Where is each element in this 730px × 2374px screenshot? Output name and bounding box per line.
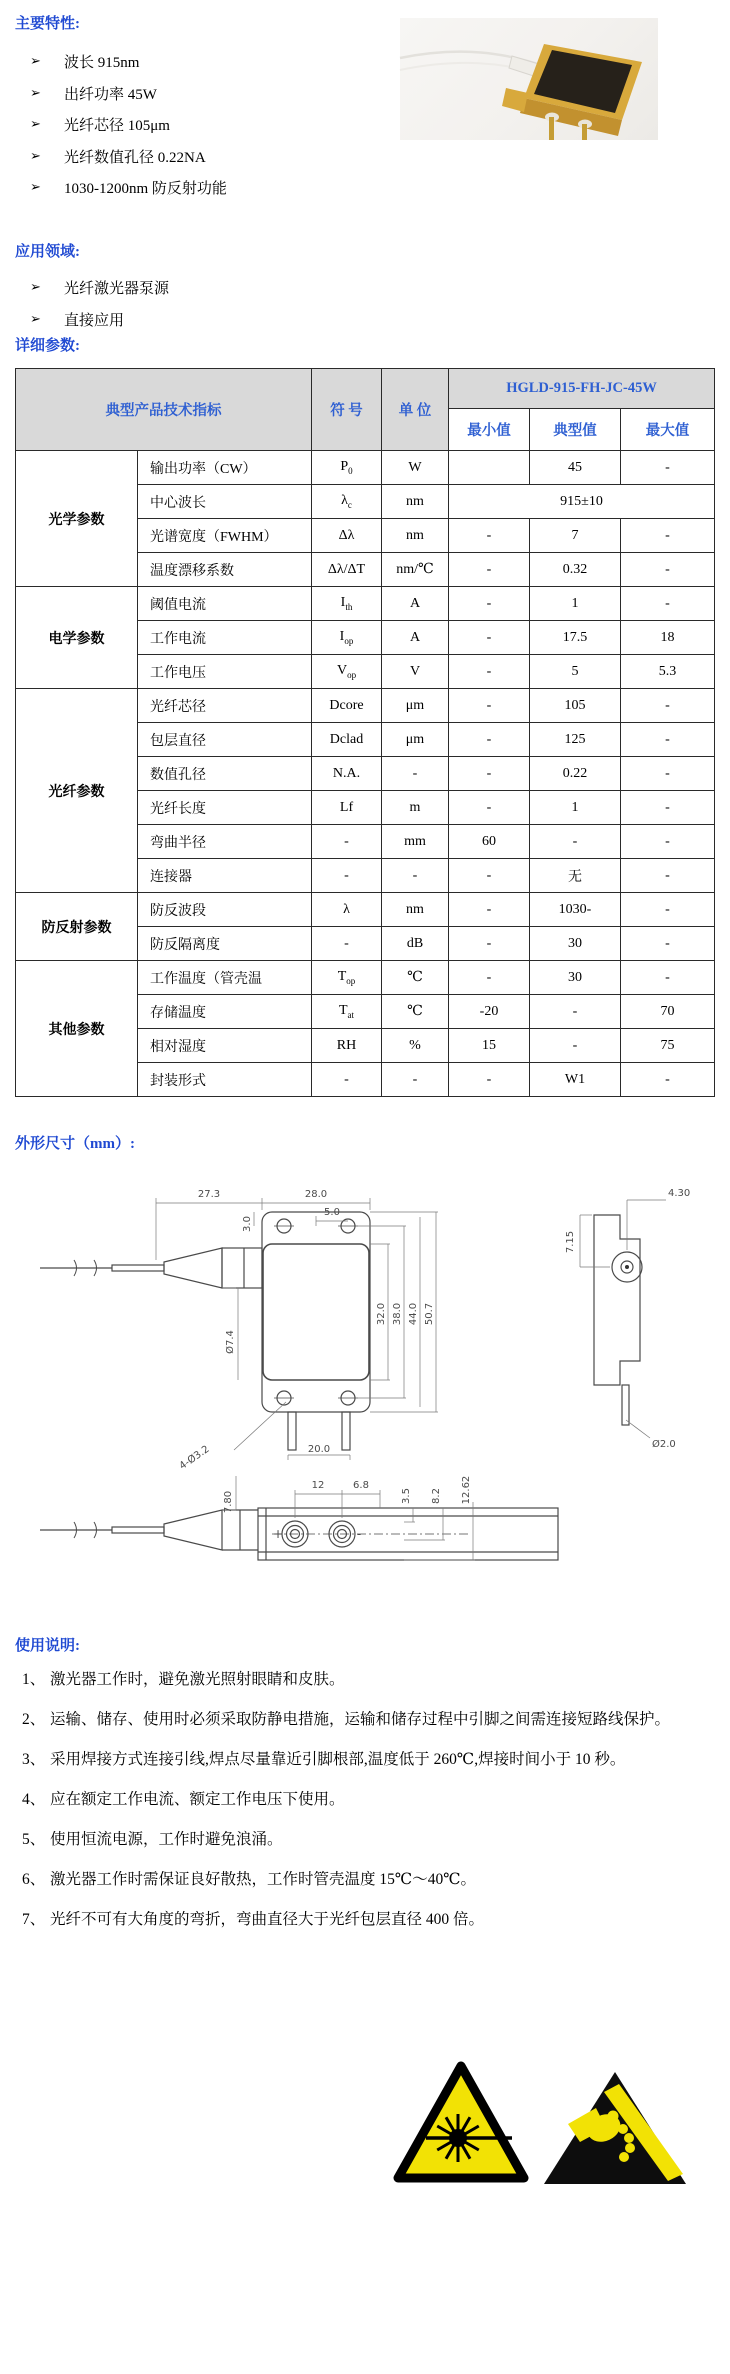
list-item xyxy=(30,304,169,336)
table-row xyxy=(16,893,715,927)
col-header-indicator: 典型产品技术指标 xyxy=(16,369,312,451)
table-cell: λ xyxy=(312,893,382,927)
list-item xyxy=(30,172,227,204)
table-cell: 温度漂移系数 xyxy=(138,553,312,587)
table-cell: - xyxy=(621,451,715,485)
usage-list xyxy=(22,1660,716,1940)
dimension-label: 7.15 xyxy=(565,1230,576,1254)
laser-module-image xyxy=(400,18,658,140)
table-cell: - xyxy=(449,587,530,621)
usage-item xyxy=(22,1660,716,1700)
dimension-label: 50.7 xyxy=(424,1302,435,1326)
table-cell: - xyxy=(530,1029,621,1063)
table-cell: $T_{op}$ xyxy=(312,961,382,995)
usage-item xyxy=(22,1740,716,1780)
esd-warning-icon xyxy=(542,2070,688,2188)
table-cell: - xyxy=(449,553,530,587)
dimensions-title: 外形尺寸（mm）: xyxy=(15,1136,135,1152)
table-cell: 连接器 xyxy=(138,859,312,893)
table-cell: - xyxy=(621,689,715,723)
table-cell: - xyxy=(621,825,715,859)
table-cell: 中心波长 xyxy=(138,485,312,519)
table-cell: - xyxy=(382,1063,449,1097)
table-cell: - xyxy=(621,859,715,893)
polarity-plus-label: + xyxy=(272,1527,284,1541)
table-cell xyxy=(449,451,530,485)
table-cell: 30 xyxy=(530,927,621,961)
table-cell: Dclad xyxy=(312,723,382,757)
table-cell: 数值孔径 xyxy=(138,757,312,791)
table-cell: - xyxy=(449,859,530,893)
param-group-cell: 电学参数 xyxy=(16,587,138,689)
table-cell: 30 xyxy=(530,961,621,995)
table-cell: nm xyxy=(382,485,449,519)
list-item xyxy=(30,141,227,173)
dimension-label: 38.0 xyxy=(392,1302,403,1326)
parameters-table xyxy=(15,368,715,1097)
table-cell: 工作电压 xyxy=(138,655,312,689)
product-photo xyxy=(400,18,658,140)
table-cell: - xyxy=(449,893,530,927)
dimension-label: 4-Ø3.2 xyxy=(177,1443,212,1473)
arrow-bullet-icon: ➢ xyxy=(30,117,41,133)
table-cell: mm xyxy=(382,825,449,859)
table-cell: 工作电流 xyxy=(138,621,312,655)
table-cell: - xyxy=(621,587,715,621)
params-table-body xyxy=(16,451,715,1097)
table-cell: - xyxy=(382,757,449,791)
polarity-minus-label: - xyxy=(356,1527,362,1541)
feature-text: 光纤芯径 105μm xyxy=(64,118,170,135)
table-cell: 防反隔离度 xyxy=(138,927,312,961)
table-cell: - xyxy=(312,825,382,859)
usage-item xyxy=(22,1780,716,1820)
table-cell: - xyxy=(621,961,715,995)
applications-title: 应用领域: xyxy=(15,244,80,260)
item-number: 3、 xyxy=(22,1751,46,1768)
table-cell: 无 xyxy=(530,859,621,893)
dimension-label: 20.0 xyxy=(307,1444,331,1455)
table-cell: 5.3 xyxy=(621,655,715,689)
outline-drawing-front-view xyxy=(0,1456,730,1636)
item-text: 采用焊接方式连接引线,焊点尽量靠近引脚根部,温度低于 260℃,焊接时间小于 10 秒。 xyxy=(50,1751,626,1768)
dimension-label: 3.5 xyxy=(401,1488,412,1504)
table-cell: 45 xyxy=(530,451,621,485)
table-cell: 17.5 xyxy=(530,621,621,655)
table-cell: 输出功率（CW） xyxy=(138,451,312,485)
param-group-cell: 光学参数 xyxy=(16,451,138,587)
table-cell: 工作温度（管壳温 xyxy=(138,961,312,995)
item-number: 7、 xyxy=(22,1911,46,1928)
item-number: 5、 xyxy=(22,1831,46,1848)
table-row xyxy=(16,587,715,621)
table-cell: - xyxy=(530,825,621,859)
table-cell: W xyxy=(382,451,449,485)
side-view xyxy=(594,1215,642,1425)
table-cell: $T_{at}$ xyxy=(312,995,382,1029)
table-cell: - xyxy=(621,723,715,757)
table-cell: dB xyxy=(382,927,449,961)
table-cell: - xyxy=(449,927,530,961)
table-cell: nm/℃ xyxy=(382,553,449,587)
table-cell: Δλ/ΔT xyxy=(312,553,382,587)
table-cell: - xyxy=(449,621,530,655)
item-number: 4、 xyxy=(22,1791,46,1808)
table-cell: $I_{th}$ xyxy=(312,587,382,621)
table-cell: - xyxy=(449,655,530,689)
usage-title: 使用说明: xyxy=(15,1638,80,1654)
param-group-cell: 其他参数 xyxy=(16,961,138,1097)
table-cell: $I_{op}$ xyxy=(312,621,382,655)
table-cell: - xyxy=(621,553,715,587)
table-cell: - xyxy=(449,689,530,723)
col-header-min: 最小值 xyxy=(449,409,530,451)
arrow-bullet-icon: ➢ xyxy=(30,54,41,70)
item-text: 使用恒流电源，工作时避免浪涌。 xyxy=(50,1831,283,1848)
dimension-label: Ø7.4 xyxy=(225,1330,236,1354)
table-cell: nm xyxy=(382,519,449,553)
dimension-label: 5.0 xyxy=(324,1207,340,1218)
table-cell: nm xyxy=(382,893,449,927)
col-header-typ: 典型值 xyxy=(530,409,621,451)
usage-item xyxy=(22,1900,716,1940)
table-cell: 光谱宽度（FWHM） xyxy=(138,519,312,553)
list-item xyxy=(30,46,227,78)
table-cell: 1 xyxy=(530,791,621,825)
table-cell: μm xyxy=(382,723,449,757)
table-cell: - xyxy=(621,519,715,553)
table-cell: ℃ xyxy=(382,961,449,995)
table-cell: 封装形式 xyxy=(138,1063,312,1097)
table-cell: - xyxy=(449,791,530,825)
anode-pin xyxy=(549,117,554,140)
col-header-max: 最大值 xyxy=(621,409,715,451)
outline-drawing-top-view xyxy=(0,1164,730,1473)
params-title: 详细参数: xyxy=(15,338,80,354)
dimension-label: 32.0 xyxy=(376,1302,387,1326)
item-number: 2、 xyxy=(22,1711,46,1728)
dimension-label: 8.2 xyxy=(431,1488,442,1504)
table-cell: 相对湿度 xyxy=(138,1029,312,1063)
table-cell: 弯曲半径 xyxy=(138,825,312,859)
feature-text: 波长 915nm xyxy=(64,55,140,72)
table-cell: - xyxy=(621,927,715,961)
feature-text: 光纤数值孔径 0.22NA xyxy=(64,149,206,166)
table-cell: 光纤芯径 xyxy=(138,689,312,723)
dimension-label: 28.0 xyxy=(304,1189,328,1200)
arrow-bullet-icon: ➢ xyxy=(30,311,41,327)
table-cell: N.A. xyxy=(312,757,382,791)
table-cell: 125 xyxy=(530,723,621,757)
table-cell: 15 xyxy=(449,1029,530,1063)
table-cell: - xyxy=(621,893,715,927)
table-cell: A xyxy=(382,587,449,621)
table-cell: Δλ xyxy=(312,519,382,553)
cathode-pin xyxy=(582,124,587,140)
table-cell: - xyxy=(449,723,530,757)
table-cell: A xyxy=(382,621,449,655)
parameters-table-wrap xyxy=(15,368,715,1097)
table-cell: Lf xyxy=(312,791,382,825)
dimension-label: 6.8 xyxy=(353,1480,369,1491)
table-cell: $\lambda_c$ xyxy=(312,485,382,519)
arrow-bullet-icon: ➢ xyxy=(30,148,41,164)
col-header-unit: 单 位 xyxy=(382,369,449,451)
table-cell: 1 xyxy=(530,587,621,621)
table-cell: m xyxy=(382,791,449,825)
table-cell: 0.32 xyxy=(530,553,621,587)
item-text: 激光器工作时，避免激光照射眼睛和皮肤。 xyxy=(50,1671,345,1688)
table-cell: V xyxy=(382,655,449,689)
item-text: 光纤不可有大角度的弯折，弯曲直径大于光纤包层直径 400 倍。 xyxy=(50,1911,485,1928)
table-cell: 包层直径 xyxy=(138,723,312,757)
table-cell: 防反波段 xyxy=(138,893,312,927)
param-group-cell: 防反射参数 xyxy=(16,893,138,961)
table-cell: 18 xyxy=(621,621,715,655)
application-text: 光纤激光器泵源 xyxy=(64,281,170,298)
table-cell: RH xyxy=(312,1029,382,1063)
dimension-label: 27.3 xyxy=(197,1189,221,1200)
table-cell: 0.22 xyxy=(530,757,621,791)
arrow-bullet-icon: ➢ xyxy=(30,180,41,196)
dimension-label: 3.0 xyxy=(242,1216,253,1232)
features-title: 主要特性: xyxy=(15,16,80,32)
table-row xyxy=(16,451,715,485)
table-cell: 915±10 xyxy=(449,485,715,519)
item-number: 6、 xyxy=(22,1871,46,1888)
table-cell: 70 xyxy=(621,995,715,1029)
table-cell: 1030- xyxy=(530,893,621,927)
header-row xyxy=(16,369,715,409)
table-cell: 5 xyxy=(530,655,621,689)
arrow-bullet-icon: ➢ xyxy=(30,85,41,101)
laser-radiation-warning-icon xyxy=(388,2056,534,2190)
col-header-symbol: 符 号 xyxy=(312,369,382,451)
table-cell: - xyxy=(312,1063,382,1097)
table-cell: - xyxy=(530,995,621,1029)
item-number: 1、 xyxy=(22,1671,46,1688)
feature-text: 1030-1200nm 防反射功能 xyxy=(64,181,227,198)
applications-list xyxy=(30,272,169,335)
table-cell: -20 xyxy=(449,995,530,1029)
param-group-cell: 光纤参数 xyxy=(16,689,138,893)
usage-item xyxy=(22,1700,716,1740)
usage-item xyxy=(22,1860,716,1900)
table-cell: % xyxy=(382,1029,449,1063)
table-cell: W1 xyxy=(530,1063,621,1097)
item-text: 运输、储存、使用时必须采取防静电措施，运输和储存过程中引脚之间需连接短路线保护。 xyxy=(50,1711,671,1728)
list-item xyxy=(30,78,227,110)
table-cell: - xyxy=(382,859,449,893)
table-cell: - xyxy=(621,757,715,791)
table-cell: 75 xyxy=(621,1029,715,1063)
dimension-label: 7.80 xyxy=(223,1490,234,1514)
col-header-model: HGLD-915-FH-JC-45W xyxy=(449,369,715,409)
table-cell: $P_0$ xyxy=(312,451,382,485)
table-cell: 60 xyxy=(449,825,530,859)
table-cell: $V_{op}$ xyxy=(312,655,382,689)
table-row xyxy=(16,689,715,723)
table-cell: Dcore xyxy=(312,689,382,723)
table-cell: 阈值电流 xyxy=(138,587,312,621)
feature-text: 出纤功率 45W xyxy=(64,86,157,103)
dimension-label: 44.0 xyxy=(408,1302,419,1326)
dimension-label: Ø2.0 xyxy=(652,1439,676,1450)
table-cell: - xyxy=(621,791,715,825)
table-cell: - xyxy=(449,757,530,791)
list-item xyxy=(30,272,169,304)
dimension-label: 4.30 xyxy=(668,1188,691,1199)
application-text: 直接应用 xyxy=(64,312,125,329)
table-row xyxy=(16,961,715,995)
table-cell: - xyxy=(312,859,382,893)
table-cell: 存储温度 xyxy=(138,995,312,1029)
table-cell: - xyxy=(449,519,530,553)
dimension-label: 12.62 xyxy=(461,1475,472,1505)
list-item xyxy=(30,109,227,141)
features-list xyxy=(30,46,227,204)
arrow-bullet-icon: ➢ xyxy=(30,280,41,296)
dimension-label: 12 xyxy=(311,1480,325,1491)
item-text: 应在额定工作电流、额定工作电压下使用。 xyxy=(50,1791,345,1808)
table-cell: - xyxy=(449,1063,530,1097)
table-cell: ℃ xyxy=(382,995,449,1029)
table-cell: - xyxy=(621,1063,715,1097)
table-cell: 光纤长度 xyxy=(138,791,312,825)
table-cell: 105 xyxy=(530,689,621,723)
table-cell: 7 xyxy=(530,519,621,553)
table-cell: - xyxy=(449,961,530,995)
item-text: 激光器工作时需保证良好散热，工作时管壳温度 15℃～40℃。 xyxy=(50,1871,477,1888)
table-cell: μm xyxy=(382,689,449,723)
usage-item xyxy=(22,1820,716,1860)
table-cell: - xyxy=(312,927,382,961)
